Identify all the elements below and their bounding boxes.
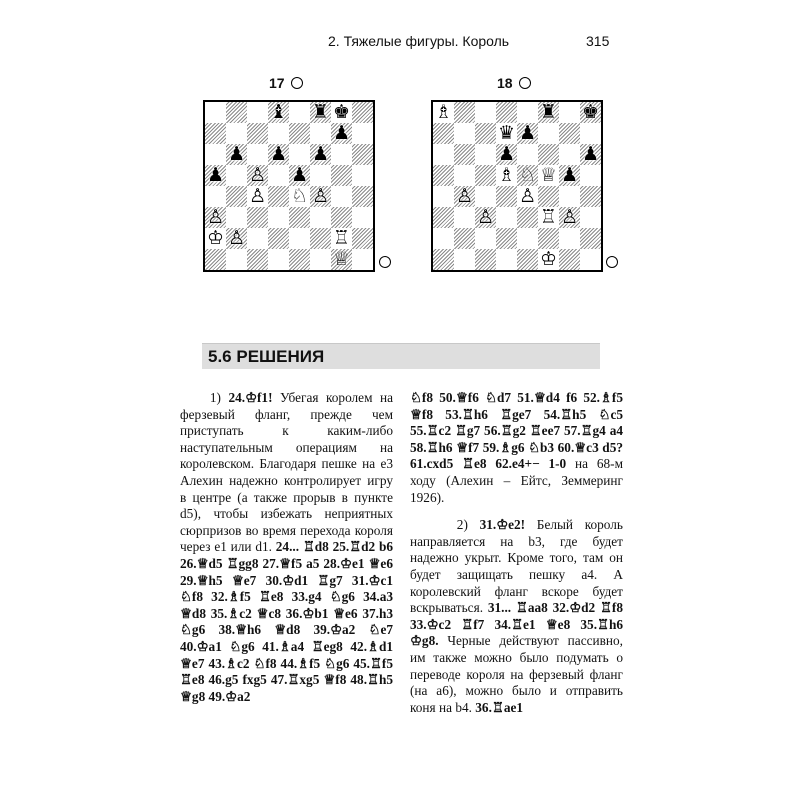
board-square [331, 228, 352, 249]
chess-piece: ♟ [227, 143, 246, 165]
page-number: 315 [586, 33, 610, 49]
white-to-move-icon [291, 77, 303, 89]
chess-piece: ♘ [518, 164, 537, 186]
chess-piece: ♙ [248, 185, 267, 207]
board-square [205, 102, 226, 123]
board-square [289, 144, 310, 165]
chess-piece: ♖ [332, 227, 351, 249]
board-square [538, 249, 559, 270]
board-square [559, 144, 580, 165]
board-square [310, 186, 331, 207]
board-square [538, 207, 559, 228]
board-square [205, 207, 226, 228]
section-banner [202, 343, 600, 369]
board-square [289, 186, 310, 207]
chess-piece: ♜ [539, 101, 558, 123]
board-square [268, 144, 289, 165]
board-square [247, 249, 268, 270]
board-square [247, 102, 268, 123]
board-square [580, 207, 601, 228]
board-square [205, 165, 226, 186]
chess-piece: ♕ [539, 164, 558, 186]
board-square [268, 249, 289, 270]
board-square [433, 165, 454, 186]
board-square [352, 102, 373, 123]
board-square [475, 165, 496, 186]
chess-piece: ♙ [206, 206, 225, 228]
board-square [268, 102, 289, 123]
board-square [454, 102, 475, 123]
board-square [475, 228, 496, 249]
board-square [454, 207, 475, 228]
diagram-18-label [497, 75, 531, 91]
solutions-left-column: 1) 24.♔f1! Убегая королем на ферзевый фланг, прежде чем приступать к каким-либо наступательным операциям на королевском. Благодаря пешке на е3 Алехин надежно контролирует игру в центре (а также прорыв в пункте d5), чтобы избежать неприятных сюрпризов во время перехода короля через е1 или d1. 24... ♖d8 25.♖d2 b6 26.♕d5 ♖gg8 27.♕f5 a5 28.♔e1 ♕e6 29.♕h5 ♕e7 30.♔d1 ♖g7 31.♔c1 ♘f8 32.♗f5 ♖e8 33.g4 ♘g6 34.a3 ♕d8 35.♗c2 ♕c8 36.♔b1 ♕e6 37.h3 ♘g6 38.♕h6 ♕d8 39.♔a2 ♘e7 40.♔a1 ♘g6 41.♗a4 ♖eg8 42.♗d1 ♕e7 43.♗c2 ♘f8 44.♗f5 ♘g6 45.♖f5 ♖e8 46.g5 fxg5 47.♖xg5 ♕f8 48.♖h5 ♕g8 49.♔a2 [180, 390, 393, 704]
board-square [310, 123, 331, 144]
board-square [205, 249, 226, 270]
chess-piece: ♟ [560, 164, 579, 186]
board-square [226, 144, 247, 165]
board-square [247, 228, 268, 249]
board-square [268, 123, 289, 144]
chess-piece: ♙ [560, 206, 579, 228]
board-square [310, 228, 331, 249]
board-square [496, 249, 517, 270]
chess-piece: ♙ [518, 185, 537, 207]
chess-piece: ♟ [518, 122, 537, 144]
chess-piece: ♙ [455, 185, 474, 207]
board-square [475, 144, 496, 165]
board-square [310, 249, 331, 270]
board-square [475, 102, 496, 123]
board-square [331, 249, 352, 270]
board-square [247, 165, 268, 186]
board-square [268, 186, 289, 207]
diagram-17-label [269, 75, 303, 91]
board-square [331, 144, 352, 165]
board-square [352, 249, 373, 270]
board-square [538, 165, 559, 186]
board-square [517, 207, 538, 228]
board-square [559, 207, 580, 228]
board-square [580, 186, 601, 207]
chess-piece: ♝ [269, 101, 288, 123]
board-square [310, 102, 331, 123]
board-square [226, 228, 247, 249]
board-square [205, 123, 226, 144]
board-square [289, 123, 310, 144]
chapter-title: 2. Тяжелые фигуры. Король [328, 33, 510, 49]
side-to-move-circle-icon [379, 256, 391, 268]
board-square [475, 123, 496, 144]
board-square [475, 249, 496, 270]
board-square [580, 123, 601, 144]
chess-piece: ♗ [497, 164, 516, 186]
chess-piece: ♖ [539, 206, 558, 228]
chess-piece: ♟ [497, 143, 516, 165]
board-square [517, 186, 538, 207]
solutions-right-column: ♘f8 50.♕f6 ♘d7 51.♕d4 f6 52.♗f5 ♕f8 53.♖h6 ♖ge7 54.♖h5 ♘c5 55.♖c2 ♖g7 56.♖g2 ♖ee7 57.♖g4 a4 58.♖h6 ♕f7 59.♗g6 ♘b3 60.♕c3 d5? 61.cxd5 ♖e8 62.e4+− 1-0 на 68-м ходу (Алехин – Ейтс, Земмеринг 1926). 2) 31.♔e2! Белый король направляется на b3, где будет надежно укрыт. Кроме того, там он будет защищать пешку а4. А королевский фланг вскоре будет вскрываться. 31... ♖aa8 32.♔d2 ♖f8 33.♔c2 ♖f7 34.♖e1 ♕e8 35.♖h6 ♔g8. Черные действуют пассивно, им также можно было подумать о переводе короля на ферзевый фланг (на а6), можно было и отправить коня на b4. 36.♖ae1 [410, 390, 623, 715]
diagram-number: 17 [269, 75, 285, 91]
chess-piece: ♟ [332, 122, 351, 144]
board-square [268, 207, 289, 228]
board-square [247, 186, 268, 207]
board-square [268, 228, 289, 249]
board-square [310, 207, 331, 228]
board-square [205, 228, 226, 249]
chess-piece: ♚ [581, 101, 600, 123]
board-square [580, 144, 601, 165]
side-to-move-circle-icon [606, 256, 618, 268]
board-square [454, 144, 475, 165]
board-square [559, 228, 580, 249]
board-square [454, 165, 475, 186]
board-square [454, 186, 475, 207]
board-square [226, 102, 247, 123]
board-square [580, 228, 601, 249]
board-square [517, 144, 538, 165]
chess-piece: ♟ [581, 143, 600, 165]
chess-piece: ♘ [290, 185, 309, 207]
board-square [433, 249, 454, 270]
board-square [289, 207, 310, 228]
board-square [352, 207, 373, 228]
board-square [433, 186, 454, 207]
board-square [580, 165, 601, 186]
chess-piece: ♟ [290, 164, 309, 186]
board-square [517, 228, 538, 249]
board-square [433, 123, 454, 144]
board-square [496, 186, 517, 207]
chess-piece: ♜ [311, 101, 330, 123]
chess-piece: ♙ [311, 185, 330, 207]
board-square [226, 123, 247, 144]
chess-piece: ♗ [434, 101, 453, 123]
board-square [226, 249, 247, 270]
chess-piece: ♙ [227, 227, 246, 249]
chess-piece: ♟ [269, 143, 288, 165]
board-square [559, 102, 580, 123]
board-square [496, 228, 517, 249]
board-square [517, 165, 538, 186]
section-title: 5.6 РЕШЕНИЯ [208, 347, 325, 366]
board-square [580, 249, 601, 270]
board-square [352, 165, 373, 186]
chess-piece: ♔ [539, 248, 558, 270]
board-square [538, 228, 559, 249]
board-square [226, 186, 247, 207]
chess-piece: ♛ [497, 122, 516, 144]
chess-board-17 [203, 100, 375, 272]
board-square [289, 228, 310, 249]
board-square [247, 207, 268, 228]
board-square [454, 228, 475, 249]
white-to-move-icon [519, 77, 531, 89]
board-square [580, 102, 601, 123]
board-square [331, 207, 352, 228]
board-square [289, 165, 310, 186]
chess-piece: ♕ [332, 248, 351, 270]
board-square [433, 228, 454, 249]
board-square [496, 207, 517, 228]
board-square [433, 144, 454, 165]
board-square [289, 102, 310, 123]
board-square [496, 123, 517, 144]
board-square [559, 165, 580, 186]
board-square [475, 207, 496, 228]
chess-piece: ♔ [206, 227, 225, 249]
board-square [289, 249, 310, 270]
board-square [454, 123, 475, 144]
board-square [559, 186, 580, 207]
board-square [352, 123, 373, 144]
board-square [559, 123, 580, 144]
board-square [310, 144, 331, 165]
board-square [559, 249, 580, 270]
board-square [226, 207, 247, 228]
board-square [538, 144, 559, 165]
board-square [538, 102, 559, 123]
board-square [433, 102, 454, 123]
board-square [352, 144, 373, 165]
board-square [475, 186, 496, 207]
chess-board-18 [431, 100, 603, 272]
board-square [331, 186, 352, 207]
board-square [538, 123, 559, 144]
board-square [517, 102, 538, 123]
board-square [517, 123, 538, 144]
running-header [0, 33, 800, 55]
board-square [496, 144, 517, 165]
board-square [331, 165, 352, 186]
board-square [454, 249, 475, 270]
chess-piece: ♚ [332, 101, 351, 123]
board-square [310, 165, 331, 186]
board-square [205, 186, 226, 207]
chess-piece: ♙ [476, 206, 495, 228]
board-square [496, 165, 517, 186]
board-square [331, 102, 352, 123]
chess-piece: ♙ [248, 164, 267, 186]
board-square [352, 186, 373, 207]
board-square [331, 123, 352, 144]
chess-piece: ♟ [206, 164, 225, 186]
board-square [517, 249, 538, 270]
board-square [226, 165, 247, 186]
board-square [496, 102, 517, 123]
board-square [268, 165, 289, 186]
board-square [433, 207, 454, 228]
board-square [352, 228, 373, 249]
chess-piece: ♟ [311, 143, 330, 165]
board-square [247, 123, 268, 144]
diagram-number: 18 [497, 75, 513, 91]
board-square [538, 186, 559, 207]
board-square [205, 144, 226, 165]
board-square [247, 144, 268, 165]
